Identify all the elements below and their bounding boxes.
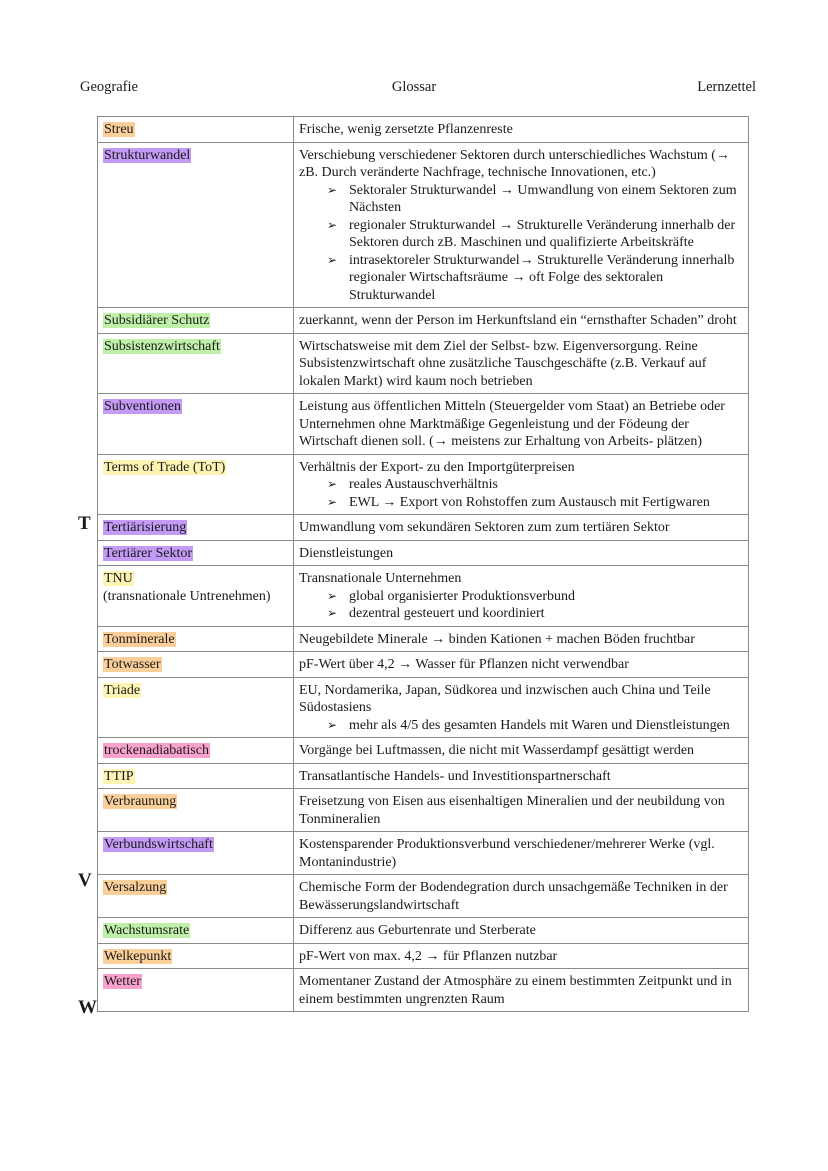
definition-cell [294, 333, 749, 394]
term-label: Tertiärisierung [104, 520, 187, 535]
definition-cell [294, 540, 749, 566]
definition-text: Leistung aus öffentlichen Mitteln (Steuergelder vom Staat) an Betriebe oder Unternehmen ohne Marktmäßige Gegenleistung und der Födeung der Wirtschaft dienen soll. (→ meistens zur Erhaltung von Arbeits- plätzen) [299, 399, 725, 449]
bullet-list [299, 717, 743, 735]
term-cell [98, 394, 294, 455]
definition-cell [294, 626, 749, 652]
glossary-row [98, 394, 749, 455]
section-letter-w: W [78, 997, 97, 1018]
term-cell [98, 763, 294, 789]
definition-text: Wirtschatsweise mit dem Ziel der Selbst- bzw. Eigenversorgung. Reine Subsistenzwirtschaft ohne zusätzliche Tauschgeschäfte (z.B. Verkauf auf lokalen Markt) wird kaum noch betrieben [299, 338, 707, 389]
definition-cell [294, 738, 749, 764]
glossary-row [98, 333, 749, 394]
term-cell [98, 308, 294, 334]
glossary-row [98, 738, 749, 764]
term-label: Versalzung [104, 880, 167, 895]
definition-text: pF-Wert über 4,2 → Wasser für Pflanzen nicht verwendbar [299, 657, 629, 672]
definition-cell [294, 763, 749, 789]
section-letter-t: T [78, 513, 91, 534]
definition-text: Freisetzung von Eisen aus eisenhaltigen Mineralien und der neubildung von Tonmineralien [299, 794, 725, 827]
term-label: Streu [104, 122, 134, 137]
definition-cell [294, 789, 749, 832]
definition-text: Verhältnis der Export- zu den Importgüterpreisen [299, 459, 575, 475]
glossary-row [98, 117, 749, 143]
term-label: TTIP [104, 768, 134, 784]
definition-text: pF-Wert von max. 4,2 → für Pflanzen nutzbar [299, 948, 558, 964]
term-cell [98, 738, 294, 764]
glossary-row [98, 918, 749, 944]
definition-cell [294, 677, 749, 738]
definition-cell [294, 394, 749, 455]
term-label: Totwasser [104, 657, 161, 672]
term-cell [98, 142, 294, 308]
bullet-item: ➢ dezentral gesteuert und koordiniert [327, 605, 743, 623]
glossary-row [98, 566, 749, 627]
term-label: Wachstumsrate [104, 923, 190, 938]
bullet-item: ➢ regionaler Strukturwandel → Strukturelle Veränderung innerhalb der Sektoren durch zB. Maschinen und qualifizierte Arbeitskräfte [327, 217, 743, 252]
term-cell [98, 789, 294, 832]
bullet-item: ➢ global organisierter Produktionsverbund [327, 588, 743, 606]
term-cell [98, 677, 294, 738]
term-cell [98, 969, 294, 1012]
header-subject: Geografie [80, 79, 138, 95]
term-cell [98, 540, 294, 566]
definition-text: Frische, wenig zersetzte Pflanzenreste [299, 122, 513, 137]
definition-text: EU, Nordamerika, Japan, Südkorea und inzwischen auch China und Teile Südostasiens [299, 682, 711, 715]
term-label-extra: (transnationale Untrenehmen) [103, 588, 271, 604]
bullet-list [299, 588, 743, 623]
term-label: Tonminerale [104, 631, 175, 647]
glossary-row [98, 515, 749, 541]
glossary-row [98, 763, 749, 789]
definition-text: Transnationale Unternehmen [299, 571, 462, 586]
term-label: Terms of Trade (ToT) [104, 459, 226, 475]
glossary-table [97, 116, 749, 1012]
header-title: Glossar [391, 79, 437, 95]
term-label: Triade [104, 682, 141, 698]
definition-text: Umwandlung vom sekundären Sektoren zum zum tertiären Sektor [299, 520, 670, 535]
definition-text: Chemische Form der Bodendegration durch unsachgemäße Techniken in der Bewässerungslandwirtschaft [299, 880, 728, 913]
glossary-row [98, 943, 749, 969]
glossary-body [98, 117, 749, 1012]
term-cell [98, 626, 294, 652]
definition-text: zuerkannt, wenn der Person im Herkunftsland ein “ernsthafter Schaden” droht [299, 313, 737, 328]
definition-cell [294, 142, 749, 308]
term-cell [98, 918, 294, 944]
term-label: trockenadiabatisch [104, 743, 209, 758]
bullet-item: ➢ Sektoraler Strukturwandel → Umwandlung von einem Sektoren zum Nächsten [327, 182, 743, 217]
definition-text: Dienstleistungen [299, 545, 394, 561]
header-type: Lernzettel [697, 79, 756, 95]
definition-cell [294, 875, 749, 918]
term-cell [98, 515, 294, 541]
definition-cell [294, 566, 749, 627]
definition-text: Transatlantische Handels- und Investitionspartnerschaft [299, 768, 611, 784]
term-cell [98, 566, 294, 627]
definition-cell [294, 515, 749, 541]
glossary-row [98, 652, 749, 678]
definition-cell [294, 969, 749, 1012]
definition-cell [294, 454, 749, 515]
definition-text: Vorgänge bei Luftmassen, die nicht mit Wasserdampf gesättigt werden [299, 743, 695, 758]
glossary-row [98, 969, 749, 1012]
glossary-row [98, 789, 749, 832]
glossary-row [98, 832, 749, 875]
term-cell [98, 943, 294, 969]
term-cell [98, 875, 294, 918]
definition-text: Neugebildete Minerale → binden Kationen + machen Böden fruchtbar [299, 631, 695, 647]
glossary-row [98, 677, 749, 738]
bullet-item: ➢ intrasektoreler Strukturwandel→ Strukturelle Veränderung innerhalb regionaler Wirtschaftsräume → oft Folge des sektoralen Strukturwandel [327, 252, 743, 305]
term-cell [98, 454, 294, 515]
term-label: Subventionen [104, 399, 181, 414]
term-label: Verbundswirtschaft [104, 837, 213, 852]
glossary-row [98, 454, 749, 515]
glossary-row [98, 875, 749, 918]
bullet-item: ➢ mehr als 4/5 des gesamten Handels mit Waren und Dienstleistungen [327, 717, 743, 735]
glossary-row [98, 142, 749, 308]
glossary-row [98, 308, 749, 334]
bullet-item: ➢ reales Austauschverhältnis [327, 476, 743, 494]
definition-text: Verschiebung verschiedener Sektoren durch unterschiedliches Wachstum (→ zB. Durch veränderte Nachfrage, technische Innovationen, etc.) [299, 147, 730, 180]
term-cell [98, 652, 294, 678]
definition-cell [294, 652, 749, 678]
definition-cell [294, 117, 749, 143]
term-label: Verbraunung [104, 794, 177, 809]
definition-text: Kostensparender Produktionsverbund verschiedener/mehrerer Werke (vgl. Montanindustrie) [299, 837, 715, 870]
section-letter-v: V [78, 870, 92, 891]
definition-cell [294, 832, 749, 875]
bullet-list [299, 182, 743, 305]
term-label: Subsidiärer Schutz [104, 313, 210, 328]
term-cell [98, 333, 294, 394]
term-label: Tertiärer Sektor [104, 545, 193, 561]
glossary-row [98, 540, 749, 566]
glossary-row [98, 626, 749, 652]
definition-cell [294, 918, 749, 944]
term-label: Wetter [104, 974, 141, 989]
definition-text: Momentaner Zustand der Atmosphäre zu einem bestimmten Zeitpunkt und in einem bestimmten ungrenzten Raum [299, 974, 732, 1007]
bullet-list [299, 476, 743, 511]
term-label: Subsistenzwirtschaft [104, 338, 220, 354]
definition-cell [294, 308, 749, 334]
term-cell [98, 832, 294, 875]
term-label: Welkepunkt [104, 948, 172, 964]
term-label: TNU [104, 571, 133, 586]
definition-cell [294, 943, 749, 969]
term-label: Strukturwandel [104, 147, 191, 163]
term-cell [98, 117, 294, 143]
definition-text: Differenz aus Geburtenrate und Sterberate [299, 923, 536, 938]
bullet-item: ➢ EWL → Export von Rohstoffen zum Austausch mit Fertigwaren [327, 494, 743, 512]
